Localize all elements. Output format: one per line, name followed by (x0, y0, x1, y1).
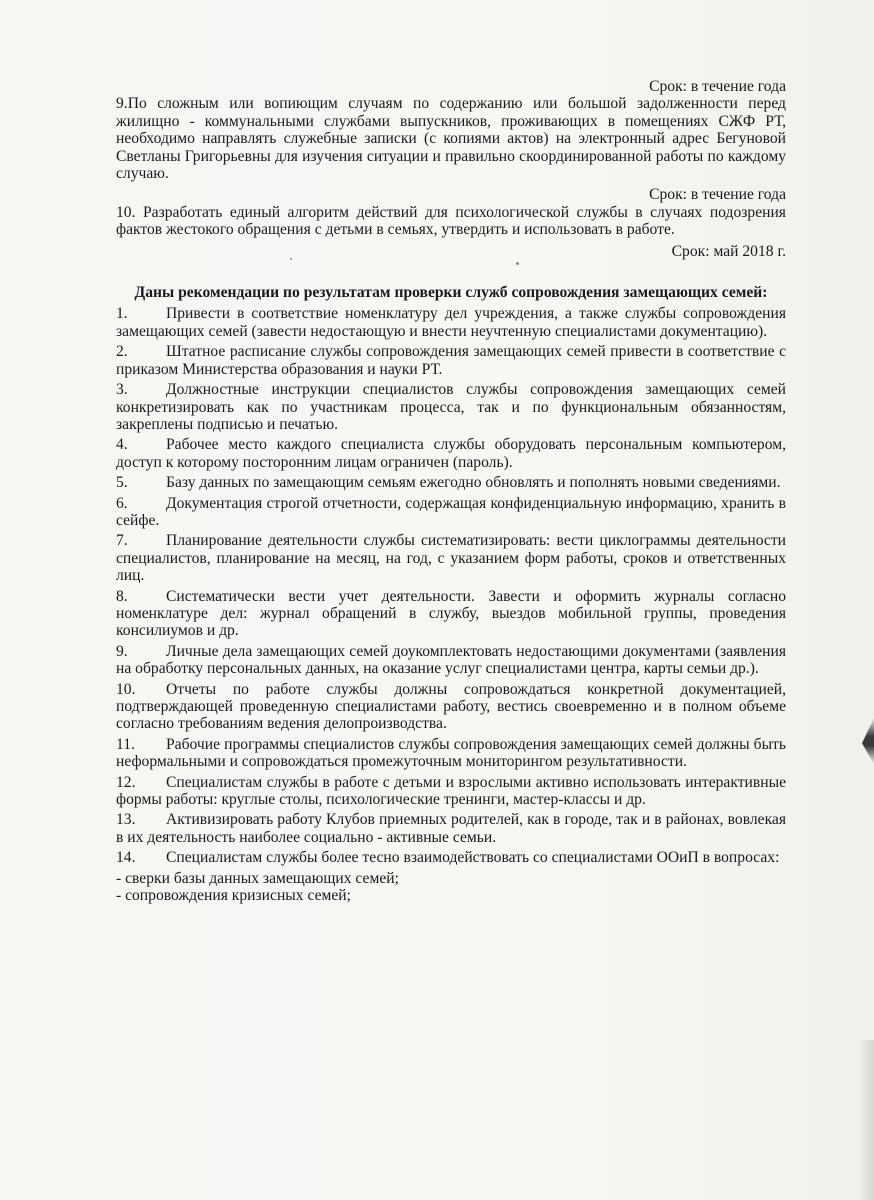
list-item: 13. Активизировать работу Клубов приемных родителей, как в городе, так и в районах, вовлекая в их деятельность наиболее социально - активные семьи. (116, 811, 786, 846)
list-item: 1. Привести в соответствие номенклатуру дел учреждения, а также службы сопровождения замещающих семей (завести недостающую и внести неучтенную специалистами документацию). (116, 305, 786, 340)
list-item: 6. Документация строгой отчетности, содержащая конфиденциальную информацию, хранить в сейфе. (116, 494, 786, 529)
deadline-3: Срок: май 2018 г. (671, 242, 786, 260)
list-item: 9. Личные дела замещающих семей доукомплектовать недостающими документами (заявления на обработку персональных данных, на оказание услуг специалистами центра, карты семьи др.). (116, 642, 786, 678)
deadline-2: Срок: в течение года (649, 186, 786, 204)
list-item: 8. Систематически вести учет деятельности. Завести и оформить журналы согласно номенклатуре дел: журнал обращений в службу, выездов мобильной группы, проведения консилиумов и др. (116, 587, 786, 640)
sub-item: - сверки базы данных замещающих семей; (116, 869, 399, 887)
list-item: 3. Должностные инструкции специалистов службы сопровождения замещающих семей конкретизировать как по участникам процесса, так и по функциональным обязанностям, закреплены подписью и печатью. (116, 381, 786, 433)
paragraph-10: 10. Разработать единый алгоритм действий для психологической службы в случаях подозрения фактов жестокого обращения с детьми в семьях, утвердить и использовать в работе. (116, 203, 786, 239)
list-item: 12. Специалистам службы в работе с детьми и взрослыми активно использовать интерактивные формы работы: круглые столы, психологические тренинги, мастер-классы и др. (116, 773, 786, 809)
section-heading: Даны рекомендации по результатам проверки служб сопровождения замещающих семей: (134, 284, 768, 302)
scan-edge-mark (862, 718, 874, 764)
list-item: 7. Планирование деятельности службы систематизировать: вести циклограммы деятельности специалистов, планирование на месяц, на год, с указанием форм работы, сроков и ответственных лиц. (116, 532, 786, 585)
deadline-1: Срок: в течение года (649, 78, 786, 95)
sub-item: - сопровождения кризисных семей; (116, 887, 351, 905)
recommendations-list (116, 305, 786, 866)
list-item: 4. Рабочее место каждого специалиста службы оборудовать персональным компьютером, доступ к которому посторонним лицам ограничен (пароль). (116, 436, 786, 471)
list-item: 2. Штатное расписание службы сопровождения замещающих семей привести в соответствие с приказом Министерства образования и науки РТ. (116, 343, 786, 378)
list-item: 14. Специалистам службы более тесно взаимодействовать со специалистами ООиП в вопросах: (116, 849, 780, 867)
list-item: 10. Отчеты по работе службы должны сопровождаться конкретной документацией, подтверждающей проведенную специалистами работу, вестись своевременно и в полном объеме согласно требованиям ведения делопроизводства. (116, 680, 786, 733)
scan-speck (516, 262, 519, 265)
list-item: 5. Базу данных по замещающим семьям ежегодно обновлять и пополнять новыми сведениями. (116, 474, 781, 492)
scan-edge-shadow (858, 1040, 874, 1200)
scan-speck (290, 258, 292, 260)
document-body (116, 78, 786, 904)
paragraph-9: 9.По сложным или вопиющим случаям по содержанию или большой задолженности перед жилищно - коммунальными службами выпускников, проживающих в помещениях СЖФ РТ, необходимо направлять служебные записки (с копиями актов) на электронный адрес Бегуновой Светланы Григорьевны для изучения ситуации и правильно скоординированной работы по каждому случаю. (116, 95, 786, 183)
list-item: 11. Рабочие программы специалистов службы сопровождения замещающих семей должны быть неформальными и сопровождаться промежуточным мониторингом результативности. (116, 735, 786, 771)
